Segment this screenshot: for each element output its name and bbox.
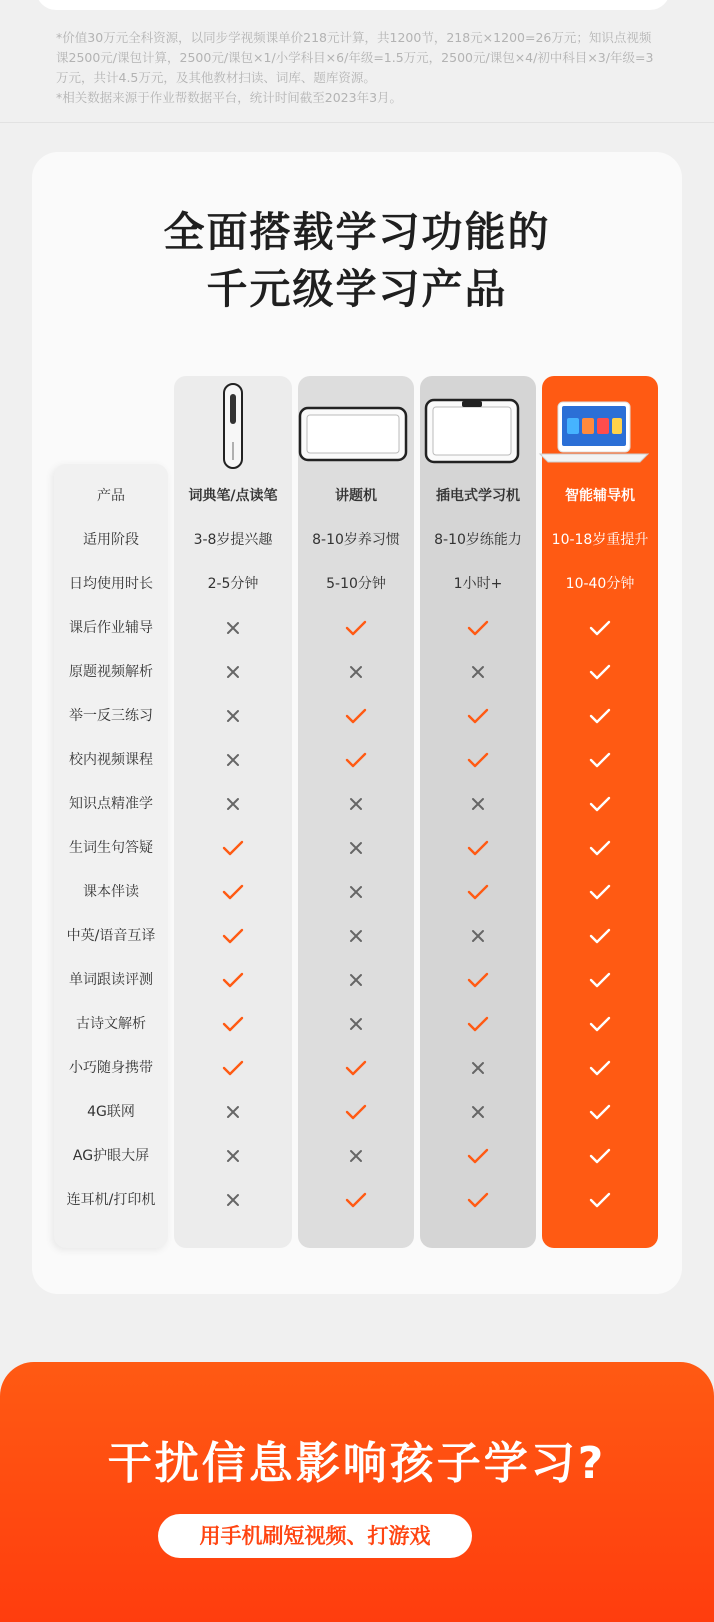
banner-pill: 用手机刷短视频、打游戏 [158, 1514, 472, 1558]
cell-unsupported [174, 606, 292, 650]
cell-supported [420, 1134, 536, 1178]
cell-supported [542, 1046, 658, 1090]
cross-icon [349, 1017, 363, 1031]
cross-icon [226, 1105, 240, 1119]
cell-supported [542, 738, 658, 782]
check-icon [467, 972, 489, 988]
cross-icon [471, 929, 485, 943]
row-label: 课后作业辅导 [69, 620, 153, 636]
table-cell: 8-10岁养习惯 [312, 532, 400, 548]
cross-icon [226, 1193, 240, 1207]
check-icon [589, 1104, 611, 1120]
row-label: 4G联网 [87, 1104, 135, 1120]
column-header: 智能辅导机 [565, 488, 635, 504]
comparison-card [32, 152, 682, 1294]
check-icon [589, 620, 611, 636]
cell-unsupported [420, 1090, 536, 1134]
check-icon [345, 708, 367, 724]
cell-unsupported [298, 826, 414, 870]
check-icon [222, 928, 244, 944]
cross-icon [226, 621, 240, 635]
cross-icon [349, 797, 363, 811]
cell-unsupported [420, 782, 536, 826]
row-label: 单词跟读评测 [69, 972, 153, 988]
cell-unsupported [174, 1134, 292, 1178]
cell-unsupported [420, 914, 536, 958]
cell-unsupported [298, 1134, 414, 1178]
check-icon [345, 1060, 367, 1076]
check-icon [589, 1192, 611, 1208]
column-header: 讲题机 [335, 488, 377, 504]
cross-icon [349, 929, 363, 943]
check-icon [467, 840, 489, 856]
cell-unsupported [298, 914, 414, 958]
cross-icon [471, 797, 485, 811]
row-label: 原题视频解析 [69, 664, 153, 680]
check-icon [467, 1192, 489, 1208]
check-icon [467, 752, 489, 768]
table-cell: 2-5分钟 [207, 576, 259, 592]
check-icon [467, 1148, 489, 1164]
check-icon [589, 840, 611, 856]
row-label: 知识点精准学 [69, 796, 153, 812]
cell-unsupported [174, 782, 292, 826]
footnote-line-1: *价值30万元全科资源，以同步学视频课单价218元计算，共1200节，218元×1200=26万元；知识点视频课2500元/课包计算，2500元/课包×1/小学科目×6/年级=1.5万元，2500元/课包×4/初中科目×3/年级=3万元，共计4.5万元，及其他教材扫读、词库、题库资源。 [56, 30, 654, 85]
row-label: 举一反三练习 [69, 708, 153, 724]
cell-supported [420, 738, 536, 782]
cell-unsupported [298, 958, 414, 1002]
cross-icon [226, 797, 240, 811]
cell-supported [542, 870, 658, 914]
cross-icon [349, 1149, 363, 1163]
cell-supported [420, 958, 536, 1002]
cell-supported [420, 1002, 536, 1046]
cell-unsupported [298, 650, 414, 694]
cross-icon [226, 665, 240, 679]
cell-supported [298, 1090, 414, 1134]
section-divider [0, 122, 714, 123]
cell-unsupported [420, 650, 536, 694]
cross-icon [226, 753, 240, 767]
check-icon [222, 840, 244, 856]
cell-supported [174, 870, 292, 914]
cell-supported [420, 826, 536, 870]
row-label: 生词生句答疑 [69, 840, 153, 856]
check-icon [222, 884, 244, 900]
cell-supported [542, 958, 658, 1002]
cell-supported [420, 694, 536, 738]
cell-supported [542, 606, 658, 650]
cell-unsupported [298, 1002, 414, 1046]
cell-unsupported [174, 738, 292, 782]
cell-supported [542, 1002, 658, 1046]
check-icon [467, 884, 489, 900]
footnote-line-2: *相关数据来源于作业帮数据平台，统计时间截至2023年3月。 [56, 90, 403, 105]
row-label: 日均使用时长 [69, 576, 153, 592]
table-cell: 1小时+ [453, 576, 503, 592]
cross-icon [226, 709, 240, 723]
row-label: 中英/语音互译 [66, 928, 156, 944]
cell-unsupported [298, 870, 414, 914]
check-icon [345, 752, 367, 768]
cross-icon [471, 665, 485, 679]
table-cell: 3-8岁提兴趣 [193, 532, 273, 548]
comparison-title [32, 204, 682, 318]
cross-icon [226, 1149, 240, 1163]
table-cell: 5-10分钟 [326, 576, 386, 592]
cross-icon [471, 1105, 485, 1119]
cross-icon [471, 1061, 485, 1075]
cell-supported [298, 606, 414, 650]
cell-supported [542, 826, 658, 870]
check-icon [589, 708, 611, 724]
cell-supported [174, 914, 292, 958]
cell-supported [542, 782, 658, 826]
column-header: 词典笔/点读笔 [188, 488, 278, 504]
check-icon [589, 664, 611, 680]
cell-supported [542, 650, 658, 694]
row-label: 适用阶段 [83, 532, 139, 548]
cell-unsupported [298, 782, 414, 826]
table-cell: 10-40分钟 [565, 576, 635, 592]
cell-supported [174, 1046, 292, 1090]
cell-supported [174, 826, 292, 870]
check-icon [467, 620, 489, 636]
cell-supported [542, 694, 658, 738]
cell-unsupported [174, 650, 292, 694]
check-icon [589, 1016, 611, 1032]
cell-unsupported [174, 1090, 292, 1134]
check-icon [345, 1104, 367, 1120]
check-icon [589, 1148, 611, 1164]
banner-title: 干扰信息影响孩子学习? [107, 1438, 607, 1489]
check-icon [589, 972, 611, 988]
check-icon [589, 796, 611, 812]
check-icon [222, 1016, 244, 1032]
cell-supported [420, 870, 536, 914]
cross-icon [349, 841, 363, 855]
row-label: 校内视频课程 [69, 752, 153, 768]
cell-supported [298, 1046, 414, 1090]
row-label: 小巧随身携带 [69, 1060, 153, 1076]
check-icon [589, 1060, 611, 1076]
cell-supported [420, 1178, 536, 1222]
cross-icon [349, 885, 363, 899]
cell-supported [174, 1002, 292, 1046]
cell-supported [298, 694, 414, 738]
bottom-banner [0, 1362, 714, 1622]
cell-unsupported [420, 1046, 536, 1090]
cell-supported [542, 1178, 658, 1222]
check-icon [589, 928, 611, 944]
cell-supported [174, 958, 292, 1002]
cell-supported [542, 1134, 658, 1178]
check-icon [222, 972, 244, 988]
cell-supported [542, 1090, 658, 1134]
cell-supported [420, 606, 536, 650]
check-icon [345, 1192, 367, 1208]
row-label: 产品 [97, 488, 125, 504]
smart-tutor-device-icon [536, 398, 652, 464]
row-label: 连耳机/打印机 [66, 1192, 156, 1208]
comparison-title-line-1: 全面搭载学习功能的 [163, 208, 551, 256]
comparison-title-line-2: 千元级学习产品 [206, 265, 508, 313]
check-icon [467, 1016, 489, 1032]
column-header: 插电式学习机 [436, 488, 520, 504]
cell-supported [298, 1178, 414, 1222]
cell-unsupported [174, 694, 292, 738]
cell-unsupported [174, 1178, 292, 1222]
tablet-icon [298, 404, 408, 462]
row-label: AG护眼大屏 [72, 1148, 150, 1164]
previous-card-edge [36, 0, 670, 10]
learning-tablet-icon [424, 398, 520, 464]
check-icon [589, 752, 611, 768]
check-icon [467, 708, 489, 724]
cell-supported [542, 914, 658, 958]
pen-icon [218, 382, 248, 470]
cross-icon [349, 665, 363, 679]
cell-supported [298, 738, 414, 782]
check-icon [345, 620, 367, 636]
cross-icon [349, 973, 363, 987]
table-cell: 10-18岁重提升 [551, 532, 649, 548]
row-label: 古诗文解析 [76, 1016, 146, 1032]
footnote [56, 28, 656, 108]
row-label: 课本伴读 [83, 884, 139, 900]
table-cell: 8-10岁练能力 [434, 532, 522, 548]
check-icon [222, 1060, 244, 1076]
check-icon [589, 884, 611, 900]
